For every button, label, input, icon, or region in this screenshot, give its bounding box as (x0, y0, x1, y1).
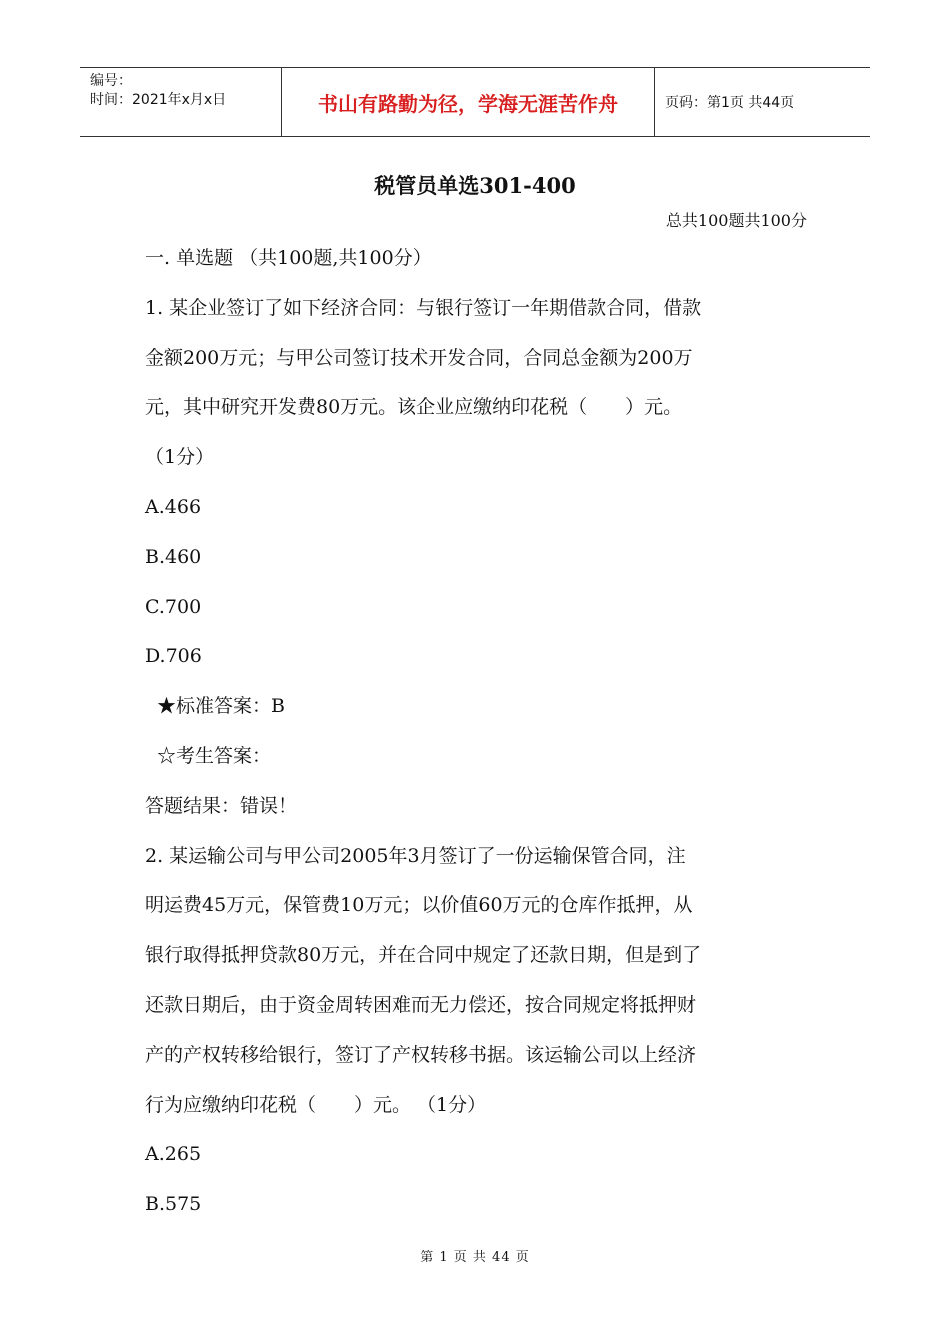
answer-option: B.460 (145, 545, 202, 568)
question-text-line: （1分） (145, 446, 215, 469)
question-text-line: 金额200万元；与甲公司签订技术开发合同，合同总金额为200万 (145, 346, 693, 369)
header-page-info: 页码：第1页 共44页 (665, 95, 795, 111)
page-header (80, 67, 870, 137)
question-text-line: 银行取得抵押贷款80万元，并在合同中规定了还款日期，但是到了 (145, 944, 702, 967)
header-meta (80, 68, 282, 136)
question-text-line: 还款日期后，由于资金周转困难而无力偿还，按合同规定将抵押财 (145, 993, 697, 1016)
question-text-line: 1. 某企业签订了如下经济合同：与银行签订一年期借款合同，借款 (145, 296, 702, 319)
answer-option: C.700 (145, 595, 202, 618)
date-line: 时间：2021年x月x日 (90, 92, 227, 108)
header-motto: 书山有路勤为径，学海无涯苦作舟 (282, 68, 655, 136)
answer-option: A.466 (145, 495, 202, 518)
question-text-line: 元，其中研究开发费80万元。该企业应缴纳印花税（ ）元。 (145, 396, 683, 419)
answer-option: B.575 (145, 1193, 202, 1216)
section-heading: 一. 单选题 （共100题,共100分） (145, 247, 432, 269)
answer-option: D.706 (145, 645, 202, 668)
answer-option: A.265 (145, 1143, 202, 1166)
answer-line: ☆考生答案： (157, 744, 272, 767)
score-total: 总共100题共100分 (665, 211, 807, 230)
question-text-line: 2. 某运输公司与甲公司2005年3月签订了一份运输保管合同，注 (145, 844, 686, 867)
question-text-line: 产的产权转移给银行，签订了产权转移书据。该运输公司以上经济 (145, 1043, 697, 1066)
serial-label: 编号： (90, 73, 132, 89)
question-text-line: 明运费45万元，保管费10万元；以价值60万元的仓库作抵押，从 (145, 894, 693, 917)
document-title: 税管员单选301-400 (374, 173, 576, 198)
page-footer: 第 1 页 共 44 页 (420, 1250, 530, 1265)
result-line: 答题结果：错误！ (145, 794, 298, 817)
answer-line: ★标准答案：B (157, 695, 285, 718)
question-content (145, 234, 810, 1230)
question-text-line: 行为应缴纳印花税（ ）元。 （1分） (145, 1093, 487, 1116)
